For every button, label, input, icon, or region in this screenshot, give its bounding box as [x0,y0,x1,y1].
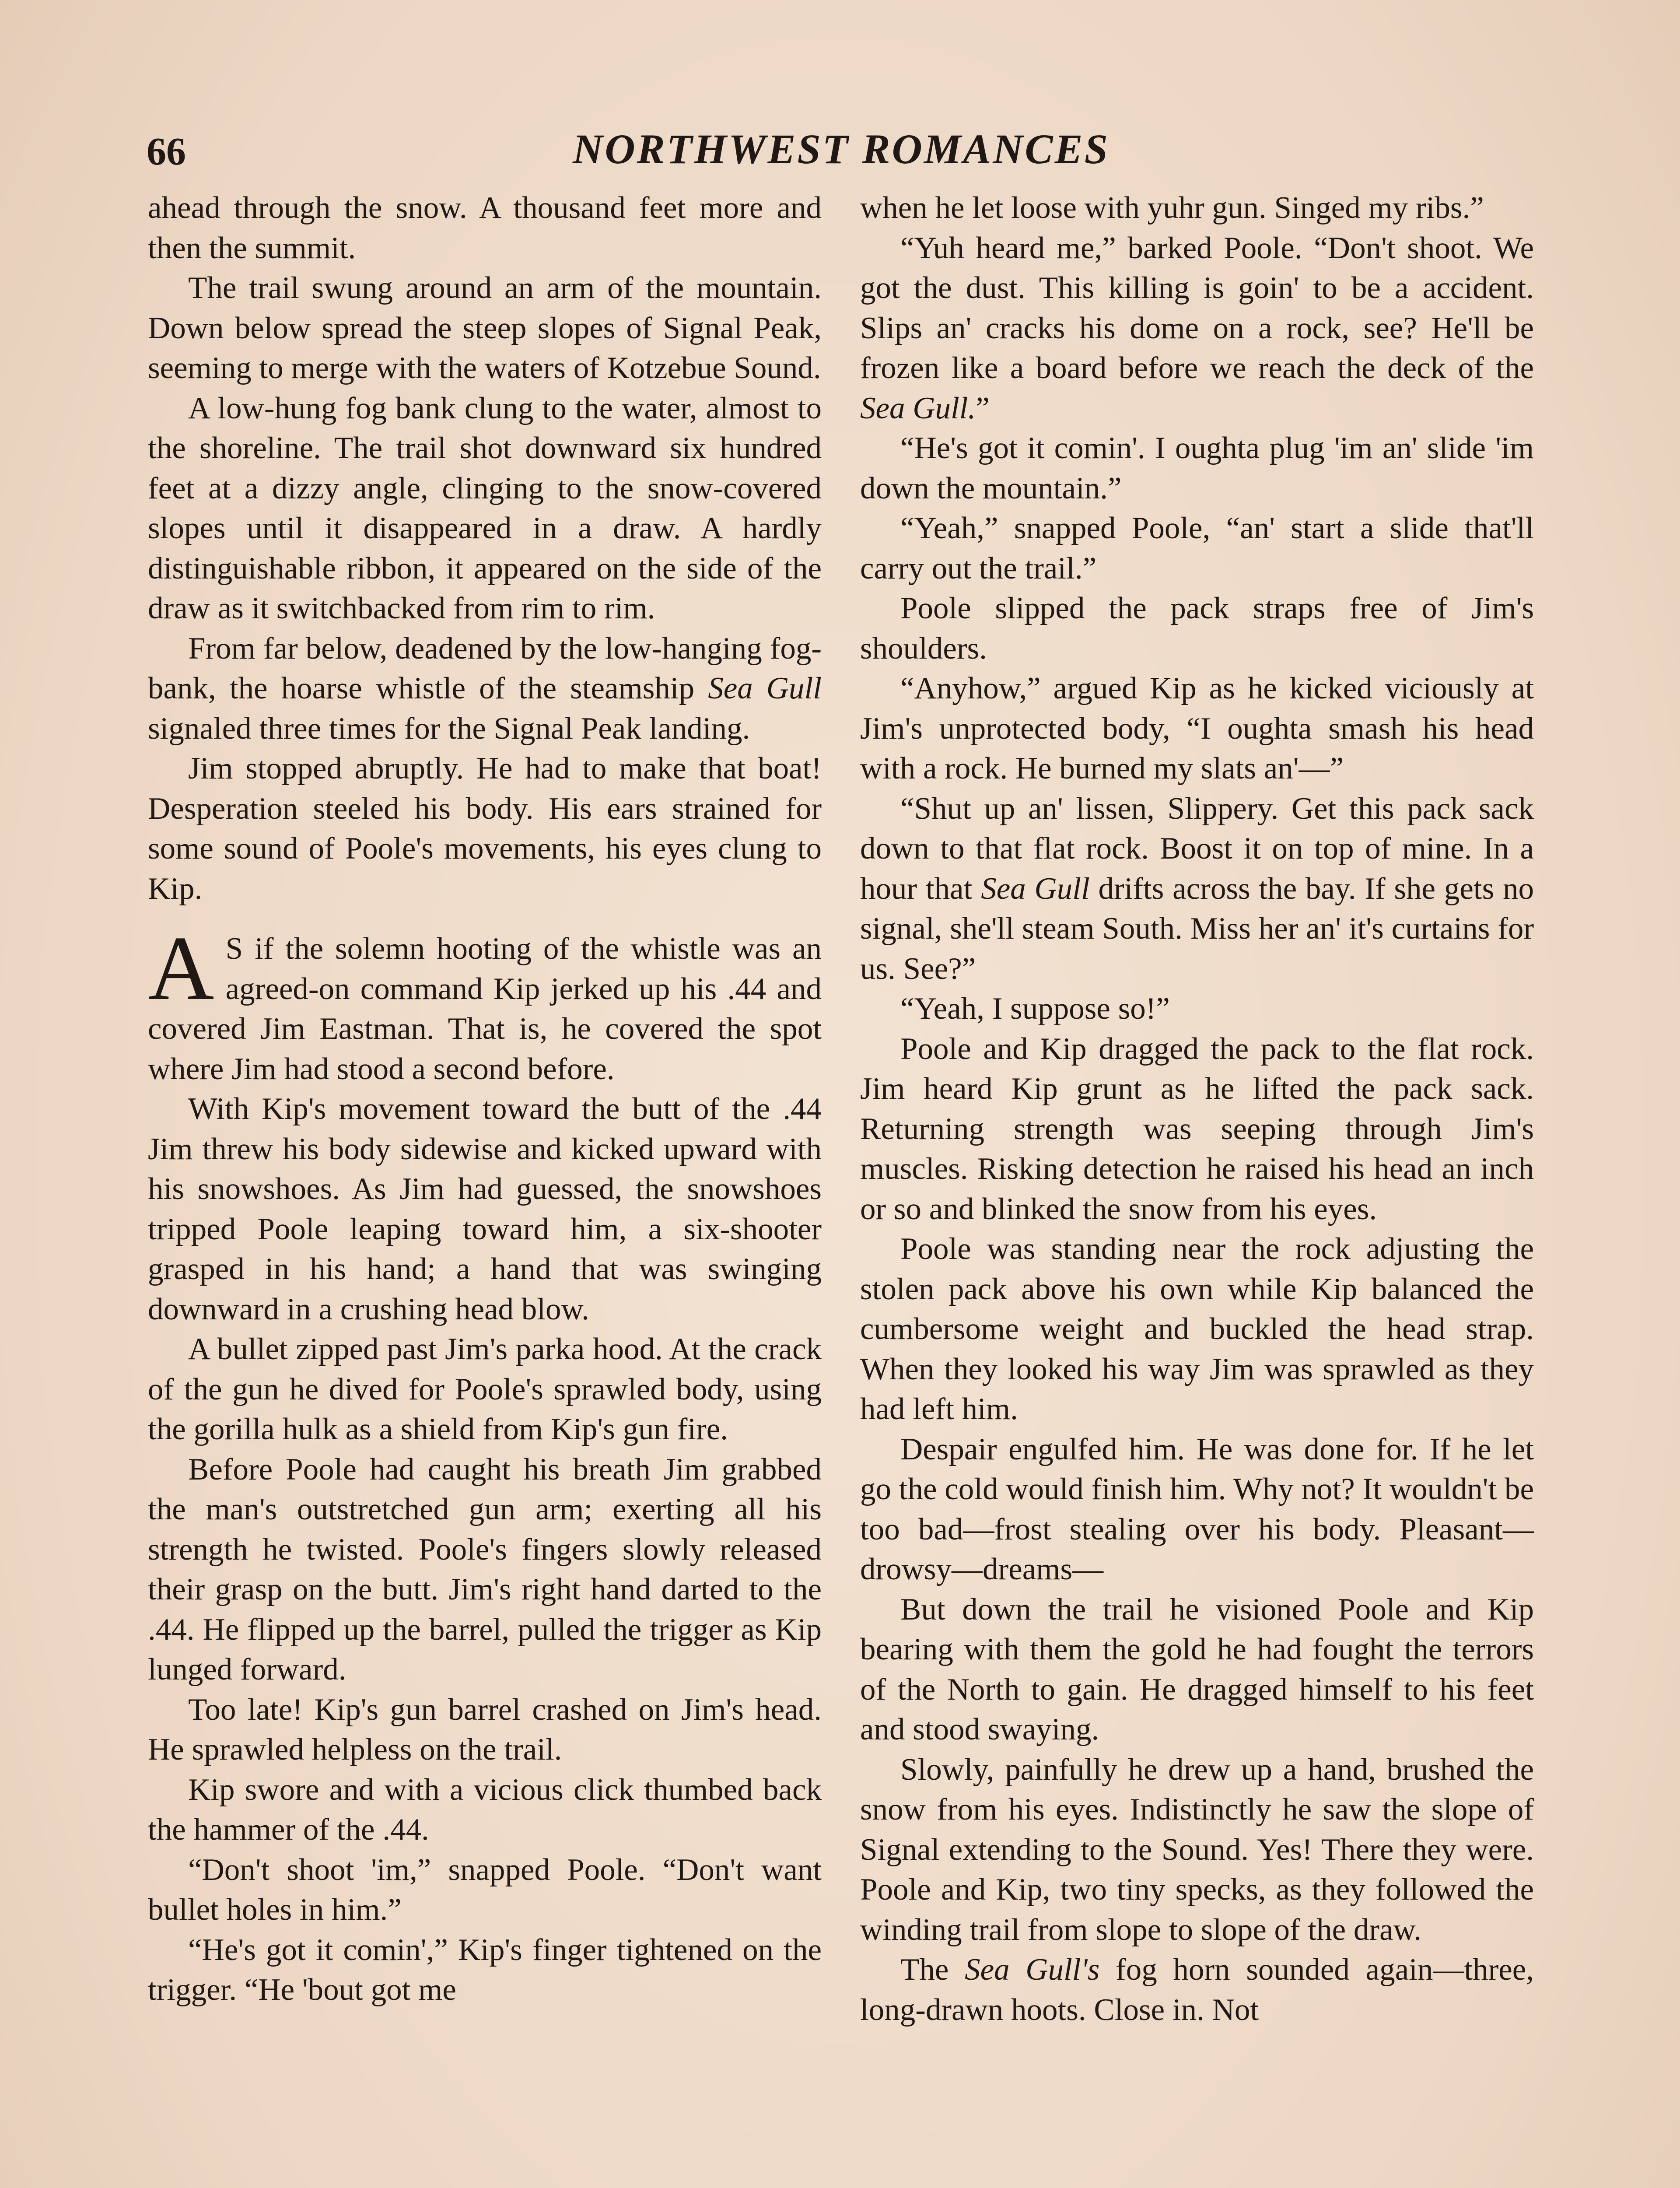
paragraph: A low-hung fog bank clung to the water, almost to the shoreline. The trail shot downward six hundred feet at a dizzy angle, clinging to the snow-covered slopes until it disappeared in a draw. A hardly distinguishable ribbon, it appeared on the side of the draw as it switchbacked from rim to rim. [148,391,822,625]
text-run: “Shut up an' lissen, Slippery. Get this pack sack down to that flat rock. Boost it on top of mine. In a hour that [860,791,1534,906]
paragraph: “Don't shoot 'im,” snapped Poole. “Don't want bullet holes in him.” [148,1852,822,1927]
paragraph: “He's got it comin'. I oughta plug 'im an' slide 'im down the mountain.” [860,431,1534,505]
paragraph: But down the trail he visioned Poole and Kip bearing with them the gold he had fought the terrors of the North to gain. He dragged himself to his feet and stood swaying. [860,1592,1534,1746]
drop-cap: A [148,918,214,1019]
page-header [147,125,1536,190]
paragraph: A bullet zipped past Jim's parka hood. At the crack of the gun he dived for Poole's sprawled body, using the gorilla hulk as a shield from Kip's gun fire. [148,1332,822,1446]
paragraph: The trail swung around an arm of the mountain. Down below spread the steep slopes of Signal Peak, seeming to merge with the waters of Kotzebue Sound. [148,271,822,385]
paragraph: Despair engulfed him. He was done for. If he let go the cold would finish him. Why not? It wouldn't be too bad—frost stealing over his body. Pleasant—drowsy—dreams— [860,1432,1534,1586]
text-run: “Yuh heard me,” barked Poole. “Don't shoot. We got the dust. This killing is goin' to be a accident. Slips an' cracks his dome on a rock, see? He'll be frozen like a board before we reach the deck of the [860,231,1534,385]
paragraph: “Anyhow,” argued Kip as he kicked viciously at Jim's unprotected body, “I oughta smash his head with a rock. He burned my slats an'—” [860,671,1534,785]
paragraph: “He's got it comin',” Kip's finger tightened on the trigger. “He 'bout got me [148,1932,822,2007]
page-number: 66 [147,130,186,173]
text-run: fog horn sounded again—three, long-drawn hoots. Close in. Not [860,1953,1534,2027]
ship-name: Sea Gull's [965,1953,1100,1987]
paragraph [860,228,1534,429]
ship-name: Sea Gull. [860,391,976,425]
text-run: drifts across the bay. If she gets no signal, she'll steam South. Miss her an' it's curtains for us. See?” [860,871,1534,986]
text-run: The [900,1953,965,1987]
magazine-title: NORTHWEST ROMANCES [573,126,1110,172]
paragraph: Jim stopped abruptly. He had to make that boat! Desperation steeled his body. His ears strained for some sound of Poole's movements, his eyes clung to Kip. [148,751,822,906]
paragraph: “Yeah,” snapped Poole, “an' start a slide that'll carry out the trail.” [860,511,1534,586]
left-column [148,188,822,2010]
text-run: ” [976,391,990,425]
right-column [860,188,1534,2030]
paragraph: Poole was standing near the rock adjusting the stolen pack above his own while Kip balanced the cumbersome weight and buckled the head strap. When they looked his way Jim was sprawled as they had left him. [860,1232,1534,1426]
paragraph [148,629,822,749]
text-run: From far below, deadened by the low-hanging fog-bank, the hoarse whistle of the steamship [148,631,822,705]
paragraph: when he let loose with yuhr gun. Singed my ribs.” [860,191,1484,225]
paragraph: Too late! Kip's gun barrel crashed on Jim's head. He sprawled helpless on the trail. [148,1692,822,1767]
ship-name: Sea Gull [981,871,1090,906]
paragraph: Poole and Kip dragged the pack to the flat rock. Jim heard Kip grunt as he lifted the pack sack. Returning strength was seeping through Jim's muscles. Risking detection he raised his head an inch or so and blinked the snow from his eyes. [860,1031,1534,1226]
paragraph: Slowly, painfully he drew up a hand, brushed the snow from his eyes. Indistinctly he saw the slope of Signal extending to the Sound. Yes! There they were. Poole and Kip, two tiny specks, as they followed the winding trail from slope to slope of the draw. [860,1752,1534,1947]
ship-name: Sea Gull [708,671,822,705]
paragraph [860,789,1534,989]
section-opening-paragraph [148,918,822,1089]
paragraph: ahead through the snow. A thousand feet more and then the summit. [148,191,822,265]
text-run: signaled three times for the Signal Peak landing. [148,711,750,746]
paragraph: Poole slipped the pack straps free of Jim's shoulders. [860,591,1534,666]
paragraph: “Yeah, I suppose so!” [900,992,1170,1026]
paragraph: With Kip's movement toward the butt of the .44 Jim threw his body sidewise and kicked upward with his snowshoes. As Jim had guessed, the snowshoes tripped Poole leaping toward him, a six-shooter grasped in his hand; a hand that was swinging downward in a crushing head blow. [148,1092,822,1326]
text-run: S if the solemn hooting of the whistle was an agreed-on command Kip jerked up his .44 and covered Jim Eastman. That is, he covered the spot where Jim had stood a second before. [148,932,822,1086]
paragraph: Kip swore and with a vicious click thumbed back the hammer of the .44. [148,1772,822,1847]
paragraph: Before Poole had caught his breath Jim grabbed the man's outstretched gun arm; exerting all his strength he twisted. Poole's fingers slowly released their grasp on the butt. Jim's right hand darted to the .44. He flipped up the barrel, pulled the trigger as Kip lunged forward. [148,1452,822,1687]
paragraph [860,1950,1534,2030]
